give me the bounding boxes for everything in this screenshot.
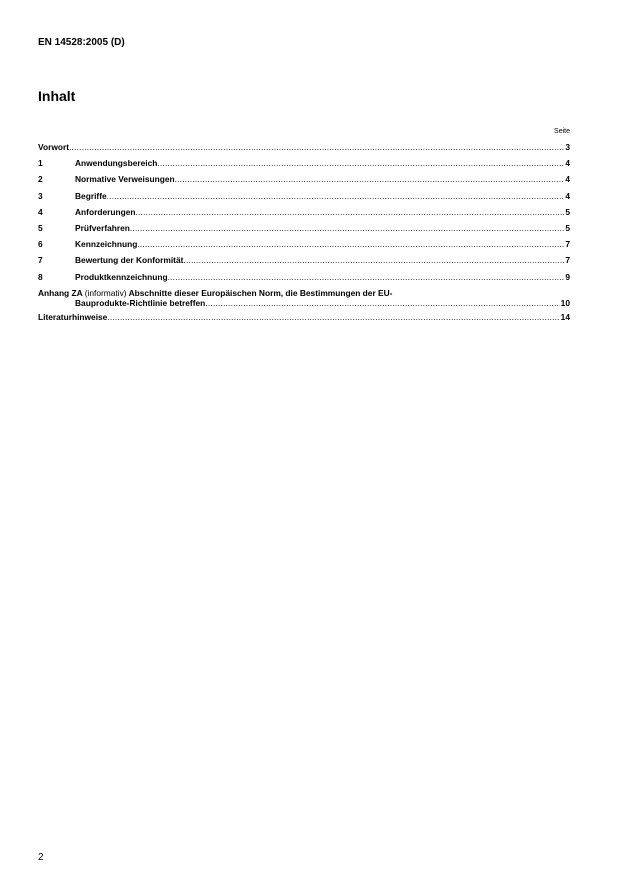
toc-entry-section-3[interactable]	[38, 191, 570, 207]
toc-entry-title: Produktkennzeichnung	[75, 271, 168, 282]
toc-heading: Inhalt	[38, 88, 76, 104]
toc-entry-section-8[interactable]	[38, 272, 570, 288]
annex-title-line2: Bauprodukte-Richtlinie betreffen	[75, 297, 206, 308]
toc-entry-number: 5	[38, 222, 43, 233]
toc-entry-title: Vorwort	[38, 142, 70, 152]
dot-leader	[157, 158, 564, 168]
toc-entry-page: 14	[560, 311, 570, 322]
toc-entry-section-6[interactable]	[38, 239, 570, 255]
toc-entry-page: 5	[565, 222, 570, 233]
toc-entry-title: Prüfverfahren	[75, 222, 130, 233]
toc-entry-page: 7	[565, 239, 570, 250]
page-number: 2	[38, 852, 44, 863]
toc-entry-number: 3	[38, 190, 43, 201]
annex-type: (informativ)	[84, 287, 127, 298]
toc-entry-page: 4	[565, 190, 570, 201]
toc-entry-page: 4	[565, 174, 570, 185]
dot-leader	[168, 272, 565, 282]
toc-entry-title: Anwendungsbereich	[75, 158, 158, 169]
toc-entry-title: Begriffe	[75, 190, 107, 201]
toc-entry-preface[interactable]	[38, 142, 570, 158]
toc-entry-number: 4	[38, 206, 43, 217]
toc-entry-number: 7	[38, 255, 43, 266]
toc-entry-section-1[interactable]	[38, 158, 570, 174]
dot-leader	[137, 239, 564, 249]
annex-title-line1: Abschnitte dieser Europäischen Norm, die Bestimmungen der EU-	[128, 287, 393, 298]
toc-entry-page: 9	[565, 271, 570, 282]
toc-entry-section-7[interactable]	[38, 255, 570, 271]
toc-entry-page: 5	[565, 206, 570, 217]
dot-leader	[183, 255, 564, 265]
table-of-contents	[38, 142, 570, 328]
toc-entry-annex-za[interactable]	[38, 288, 570, 312]
dot-leader	[135, 207, 564, 217]
dot-leader	[175, 174, 565, 184]
document-id: EN 14528:2005 (D)	[38, 37, 125, 48]
annex-prefix: Anhang ZA	[38, 287, 83, 298]
toc-entry-page: 7	[565, 255, 570, 266]
toc-entry-number: 6	[38, 239, 43, 250]
toc-entry-title: Literaturhinweise	[38, 311, 108, 322]
toc-entry-section-5[interactable]	[38, 223, 570, 239]
dot-leader	[205, 298, 559, 308]
toc-entry-page: 4	[565, 158, 570, 169]
dot-leader	[69, 142, 564, 152]
toc-entry-number: 2	[38, 174, 43, 185]
toc-entry-number: 8	[38, 271, 43, 282]
toc-entry-title: Normative Verweisungen	[75, 174, 175, 185]
toc-entry-section-2[interactable]	[38, 174, 570, 190]
toc-entry-bibliography[interactable]	[38, 312, 570, 328]
page-column-label: Seite	[554, 128, 570, 135]
toc-entry-title: Bewertung der Konformität	[75, 255, 184, 266]
toc-entry-page: 3	[565, 142, 570, 152]
toc-entry-page: 10	[560, 297, 570, 308]
toc-entry-section-4[interactable]	[38, 207, 570, 223]
toc-entry-title: Kennzeichnung	[75, 239, 138, 250]
dot-leader	[130, 223, 564, 233]
toc-entry-title: Anforderungen	[75, 206, 136, 217]
dot-leader	[107, 191, 565, 201]
toc-entry-number: 1	[38, 158, 43, 169]
dot-leader	[107, 312, 559, 322]
